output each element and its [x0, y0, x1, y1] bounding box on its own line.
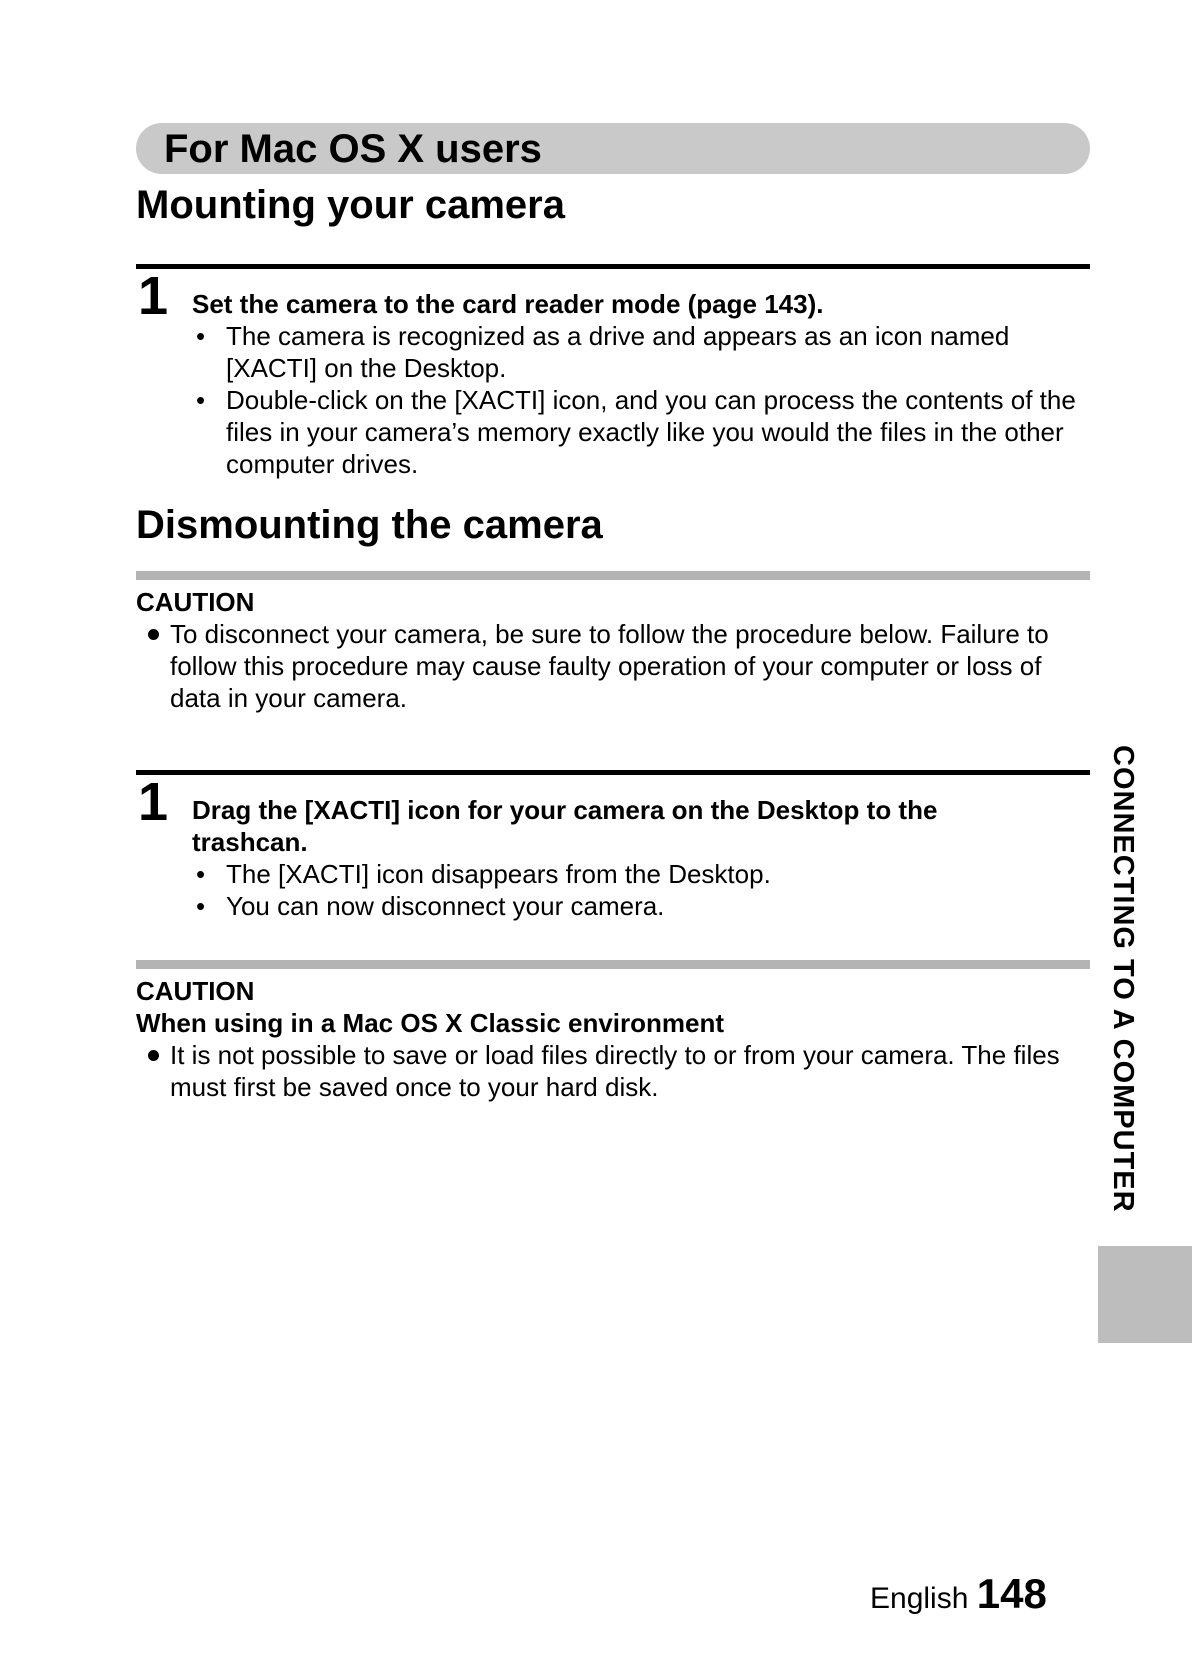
bullet-icon — [148, 1050, 159, 1061]
section-title: For Mac OS X users — [164, 127, 542, 171]
step-number: 1 — [138, 772, 169, 832]
caution-divider — [136, 960, 1090, 969]
bullet-icon: • — [196, 385, 206, 415]
list-item: • The [XACTI] icon disappears from the Desktop. — [196, 859, 771, 889]
mounting-heading: Mounting your camera — [136, 183, 565, 227]
step-divider — [136, 264, 1090, 269]
caution-divider — [136, 571, 1090, 580]
footer-language: English — [870, 1582, 969, 1615]
chapter-tab-marker — [1098, 1246, 1192, 1343]
page-footer — [870, 1570, 1047, 1623]
dismounting-bullet-list — [192, 858, 1082, 922]
caution-list — [136, 618, 1082, 714]
mounting-bullet-list — [192, 320, 1082, 480]
list-item: To disconnect your camera, be sure to follow the procedure below. Failure to follow this procedure may cause faulty operation of your computer or loss of data in your camera. — [136, 618, 1082, 714]
caution-subheading: When using in a Mac OS X Classic environment — [136, 1008, 725, 1038]
list-item: • Double-click on the [XACTI] icon, and you can process the contents of the files in your camera’s memory exactly like you would the files in the other computer drives. — [196, 385, 1076, 479]
page-number: 148 — [976, 1570, 1047, 1617]
list-item: • You can now disconnect your camera. — [196, 891, 665, 921]
chapter-tab-label: CONNECTING TO A COMPUTER — [1107, 745, 1139, 1213]
list-item: • The camera is recognized as a drive and appears as an icon named [XACTI] on the Desktop. — [196, 321, 1010, 383]
caution-label: CAUTION — [136, 976, 255, 1006]
step-instruction: Set the camera to the card reader mode (page 143). — [192, 289, 824, 319]
list-item: It is not possible to save or load files directly to or from your camera. The files must first be saved once to your hard disk. — [136, 1039, 1082, 1103]
bullet-icon: • — [196, 321, 206, 351]
step-divider — [136, 770, 1090, 775]
step-instruction: Drag the [XACTI] icon for your camera on the Desktop to the trashcan. — [192, 795, 938, 857]
bullet-icon — [148, 629, 159, 640]
dismounting-heading: Dismounting the camera — [136, 503, 603, 547]
bullet-icon: • — [196, 859, 206, 889]
caution-list — [136, 1039, 1082, 1103]
caution-label: CAUTION — [136, 587, 255, 617]
bullet-icon: • — [196, 891, 206, 921]
step-number: 1 — [138, 266, 169, 326]
